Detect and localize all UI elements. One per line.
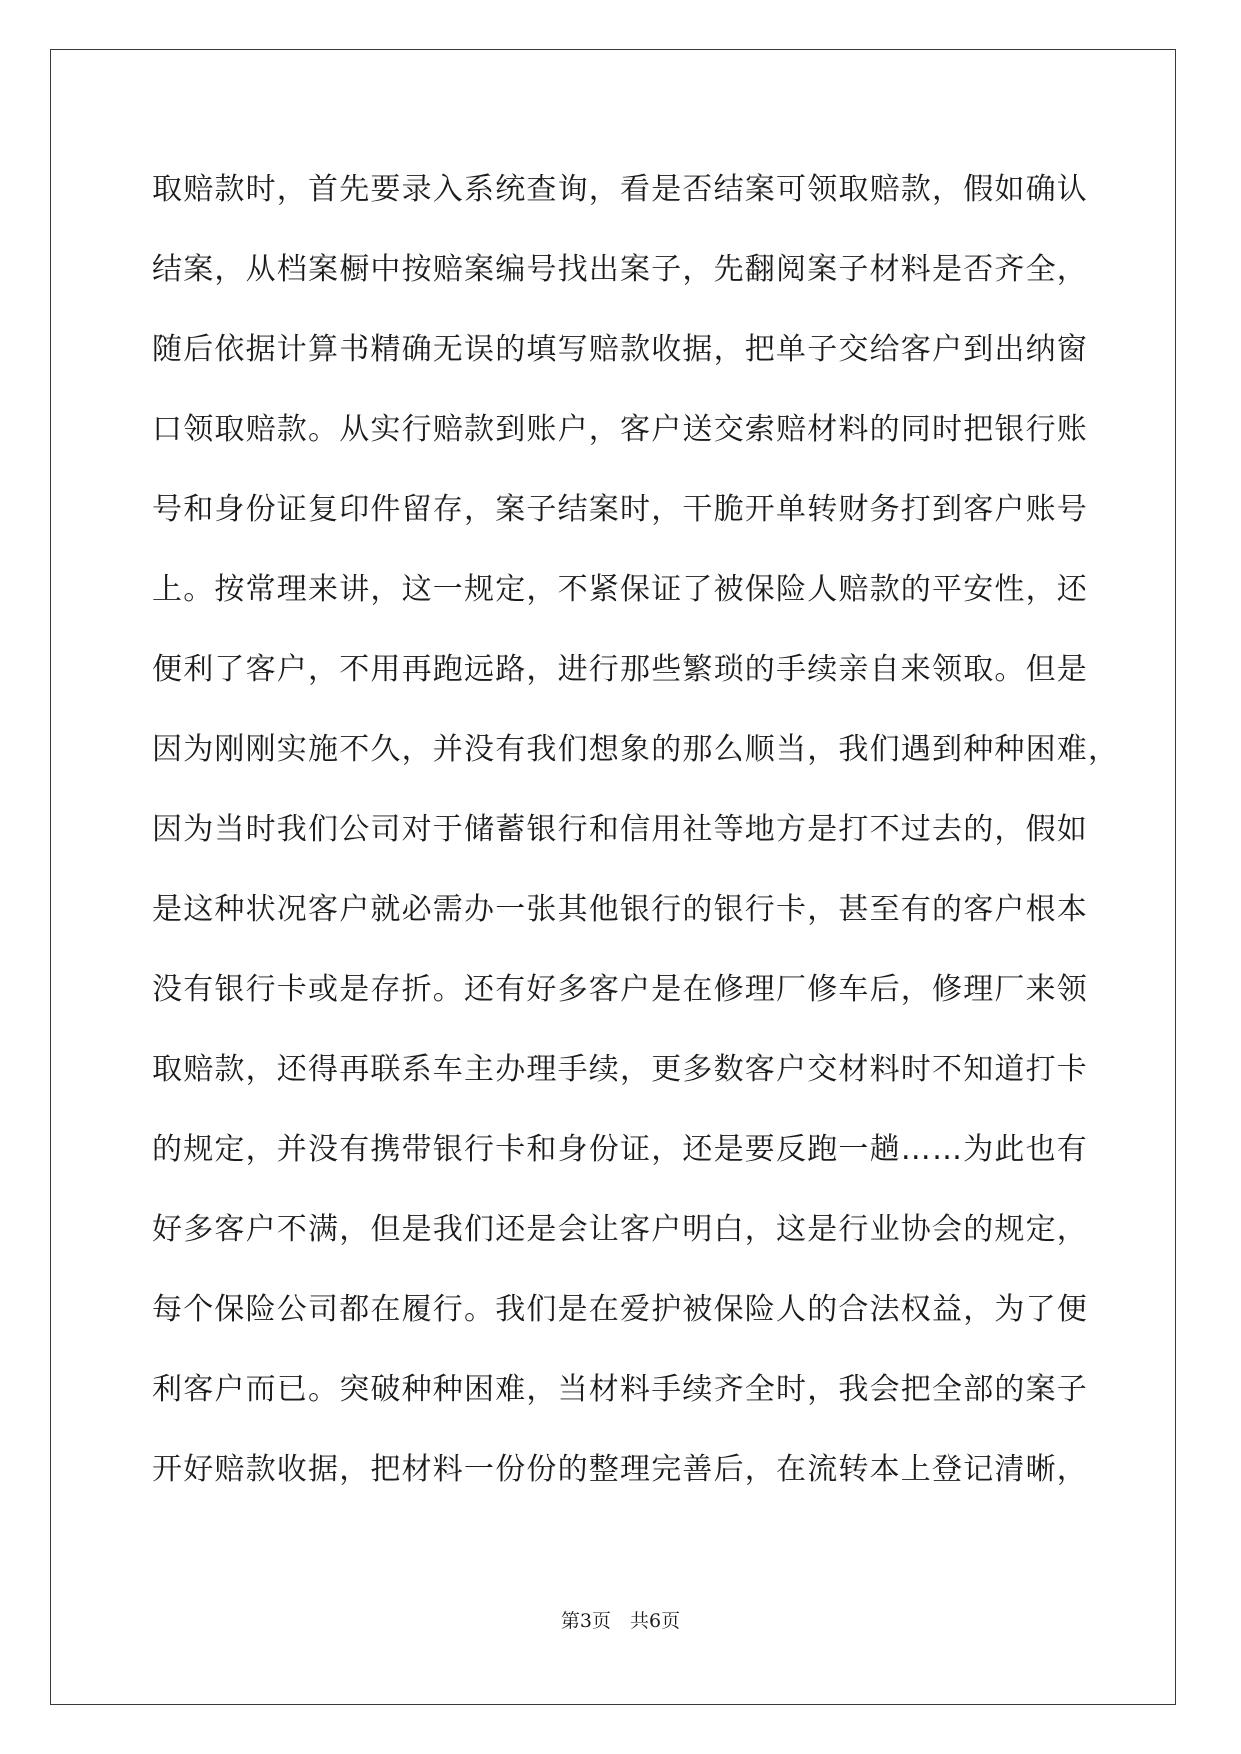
text-line: 随后依据计算书精确无误的填写赔款收据，把单子交给客户到出纳窗 xyxy=(152,332,1088,367)
page-number: 第3页 共6页 xyxy=(560,1610,681,1632)
text-line: 上。按常理来讲，这一规定，不紧保证了被保险人赔款的平安性，还 xyxy=(152,572,1088,607)
text-line: 便利了客户，不用再跑远路，进行那些繁琐的手续亲自来领取。但是 xyxy=(152,652,1088,687)
text-line: 取赔款时，首先要录入系统查询，看是否结案可领取赔款，假如确认 xyxy=(152,172,1088,207)
text-line: 是这种状况客户就必需办一张其他银行的银行卡，甚至有的客户根本 xyxy=(152,892,1088,927)
text-line: 的规定，并没有携带银行卡和身份证，还是要反跑一趟……为此也有 xyxy=(152,1132,1088,1167)
text-line: 没有银行卡或是存折。还有好多客户是在修理厂修车后，修理厂来领 xyxy=(152,972,1088,1007)
body-text xyxy=(152,162,1120,1522)
text-line: 好多客户不满，但是我们还是会让客户明白，这是行业协会的规定， xyxy=(152,1212,1088,1247)
text-line: 口领取赔款。从实行赔款到账户，客户送交索赔材料的同时把银行账 xyxy=(152,412,1088,447)
text-line: 取赔款，还得再联系车主办理手续，更多数客户交材料时不知道打卡 xyxy=(152,1052,1088,1087)
text-line: 利客户而已。突破种种困难，当材料手续齐全时，我会把全部的案子 xyxy=(152,1372,1088,1407)
text-line: 结案，从档案橱中按赔案编号找出案子，先翻阅案子材料是否齐全， xyxy=(152,252,1088,287)
text-line: 因为刚刚实施不久，并没有我们想象的那么顺当，我们遇到种种困难， xyxy=(152,732,1120,767)
text-line: 号和身份证复印件留存，案子结案时，干脆开单转财务打到客户账号 xyxy=(152,492,1088,527)
text-line: 因为当时我们公司对于储蓄银行和信用社等地方是打不过去的，假如 xyxy=(152,812,1088,847)
text-line: 开好赔款收据，把材料一份份的整理完善后，在流转本上登记清晰， xyxy=(152,1452,1088,1487)
text-line: 每个保险公司都在履行。我们是在爱护被保险人的合法权益，为了便 xyxy=(152,1292,1088,1327)
